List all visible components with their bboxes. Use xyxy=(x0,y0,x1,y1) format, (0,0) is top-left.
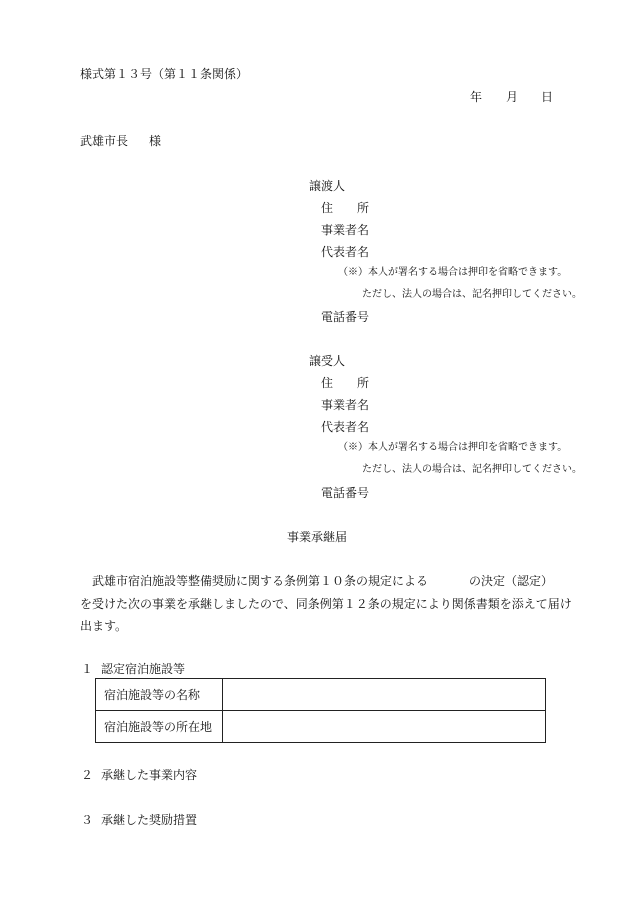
transferee-representative-label: 代表者名 xyxy=(321,420,370,434)
transferee-phone-label: 電話番号 xyxy=(321,486,370,500)
transferor-corporate-note: ただし、法人の場合は、記名押印してください。 xyxy=(362,289,582,300)
section-1-title: 認定宿泊施設等 xyxy=(101,662,186,676)
body-line1-part1: 武雄市宿泊施設等整備奨励に関する条例第１０条の規定による xyxy=(92,574,429,588)
body-line1-part2: の決定（認定） xyxy=(469,574,554,588)
form-number: 様式第１３号（第１１条関係） xyxy=(80,67,249,81)
date-year-label: 年 xyxy=(470,90,483,104)
table-row xyxy=(96,679,546,711)
body-line2: を受けた次の事業を承継しましたので、同条例第１２条の規定により関係書類を添えて届け xyxy=(80,597,572,611)
section-3-title: 承継した奨励措置 xyxy=(101,813,198,827)
body-line3: 出ます。 xyxy=(80,619,128,633)
transferee-address-label: 住 所 xyxy=(321,376,370,390)
section-2-number: ２ xyxy=(81,768,94,782)
transferor-seal-note: （※）本人が署名する場合は押印を省略できます。 xyxy=(338,267,568,278)
section-3-number: ３ xyxy=(81,813,94,827)
transferor-phone-label: 電話番号 xyxy=(321,310,370,324)
facility-name-label: 宿泊施設等の名称 xyxy=(96,679,223,711)
transferor-address-label: 住 所 xyxy=(321,201,370,215)
transferor-representative-label: 代表者名 xyxy=(321,245,370,259)
transferor-business-name-label: 事業者名 xyxy=(321,223,370,237)
transferee-seal-note: （※）本人が署名する場合は押印を省略できます。 xyxy=(338,442,568,453)
transferee-corporate-note: ただし、法人の場合は、記名押印してください。 xyxy=(362,464,582,475)
date-month-label: 月 xyxy=(506,90,519,104)
document-title: 事業承継届 xyxy=(287,530,348,544)
transferor-heading: 譲渡人 xyxy=(309,179,346,193)
addressee-name: 武雄市長 xyxy=(80,134,129,148)
section-1-number: １ xyxy=(81,662,94,676)
facility-location-label: 宿泊施設等の所在地 xyxy=(96,711,223,743)
addressee-suffix: 様 xyxy=(149,134,162,148)
transferee-business-name-label: 事業者名 xyxy=(321,398,370,412)
section-2-title: 承継した事業内容 xyxy=(101,768,198,782)
transferee-heading: 譲受人 xyxy=(309,354,346,368)
facility-table xyxy=(95,678,546,743)
facility-name-value[interactable] xyxy=(223,679,546,711)
table-row xyxy=(96,711,546,743)
date-day-label: 日 xyxy=(541,90,554,104)
facility-location-value[interactable] xyxy=(223,711,546,743)
